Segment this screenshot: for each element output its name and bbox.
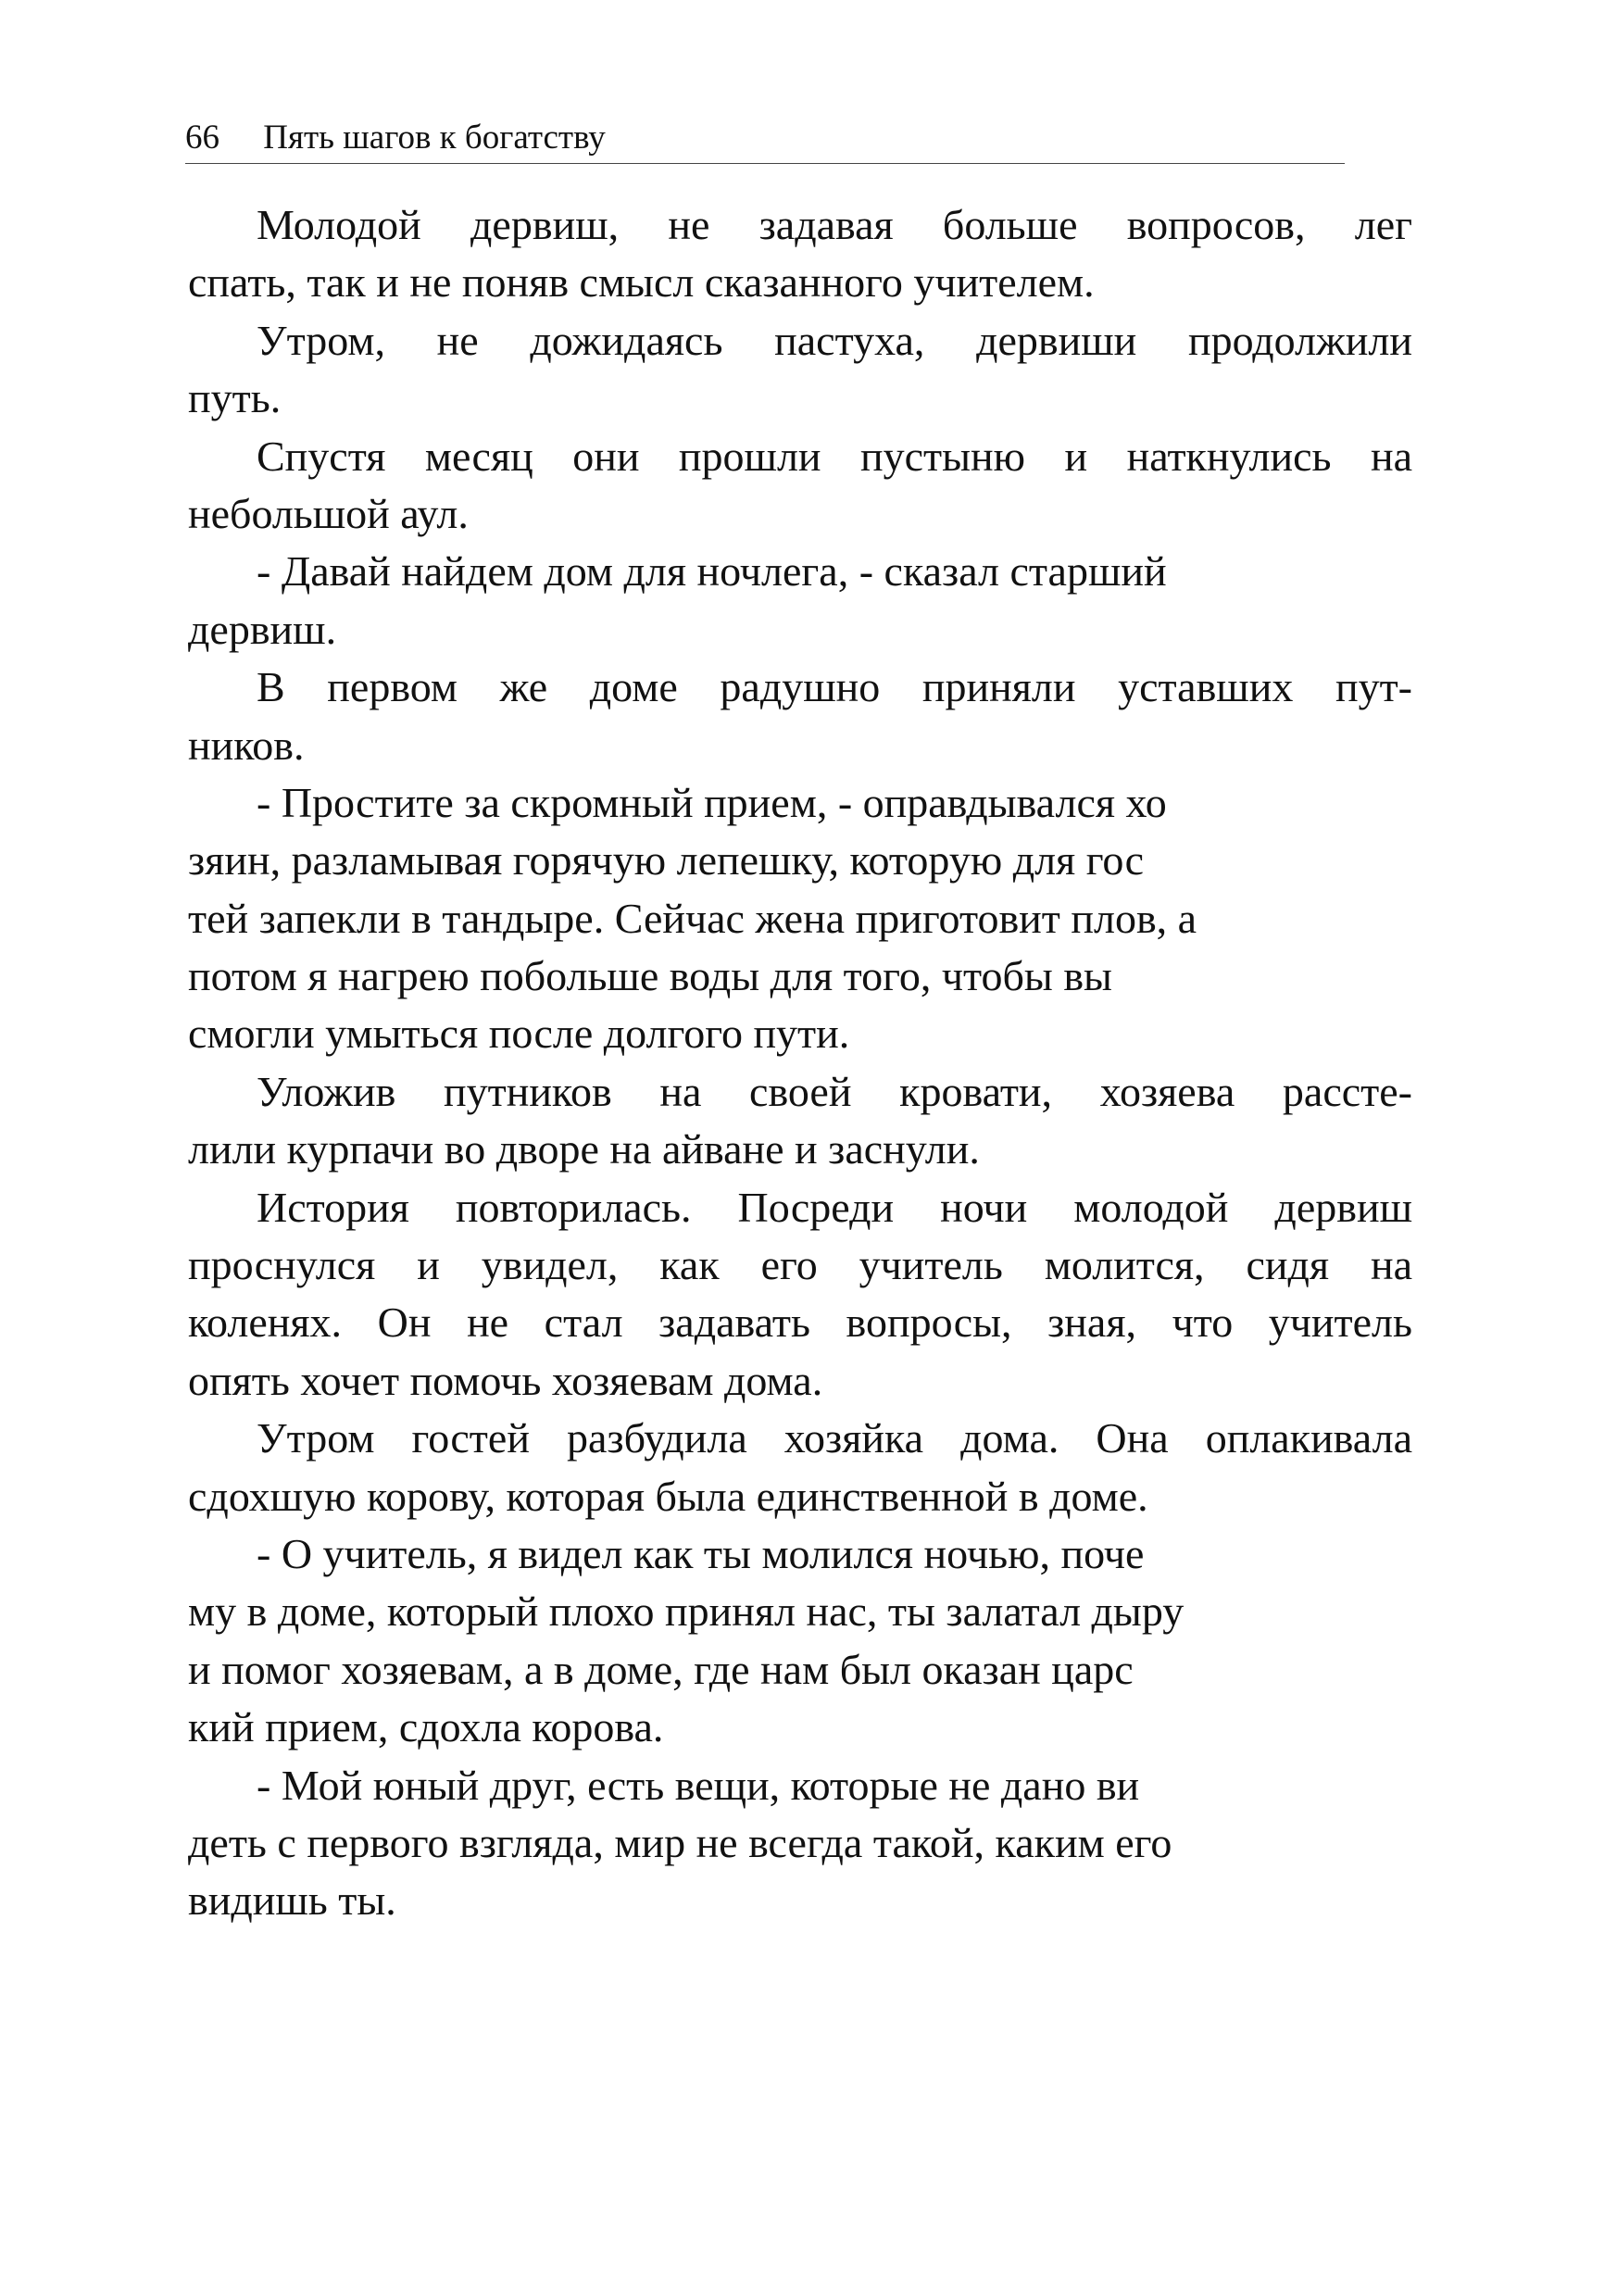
text-line: - Простите за скромный прием, - оправдывался хо [257, 778, 1167, 826]
text-line: Спустя месяц они прошли пустыню и наткнулись на [257, 432, 1412, 480]
running-header [185, 117, 1345, 164]
text-line: зяин, разламывая горячую лепешку, которую для гос [188, 836, 1144, 885]
text-line: - Давай найдем дом для ночлега, - сказал старший [257, 547, 1167, 596]
text-line: Уложив путников на своей кровати, хозяева рассте- [257, 1067, 1412, 1115]
text-line: кий прием, сдохла корова. [188, 1703, 664, 1751]
text-line: ников. [188, 721, 305, 769]
text-line: деть с первого взгляда, мир не всегда такой, каким его [188, 1818, 1172, 1866]
text-line: небольшой аул. [188, 489, 469, 537]
body-text [188, 196, 1412, 1930]
text-line: дервиш. [188, 605, 337, 653]
text-line: лили курпачи во дворе на айване и заснули. [188, 1125, 980, 1173]
text-line: коленях. Он не стал задавать вопросы, зная, что учитель [188, 1299, 1412, 1347]
text-line: спать, так и не поняв смысл сказанного учителем. [188, 258, 1095, 307]
text-line: Утром гостей разбудила хозяйка дома. Она оплакивала [257, 1414, 1412, 1462]
text-line: смогли умыться после долгого пути. [188, 1010, 850, 1058]
text-line: тей запекли в тандыре. Сейчас жена приготовит плов, а [188, 894, 1197, 942]
page-number: 66 [185, 119, 219, 157]
book-title: Пять шагов к богатству [263, 119, 606, 157]
text-line: - Мой юный друг, есть вещи, которые не дано ви [257, 1761, 1140, 1809]
text-line: История повторилась. Посреди ночи молодой дервиш [257, 1183, 1412, 1231]
text-line: му в доме, который плохо принял нас, ты залатал дыру [188, 1587, 1185, 1636]
text-line: сдохшую корову, которая была единственной в доме. [188, 1472, 1148, 1520]
text-line: потом я нагрею побольше воды для того, чтобы вы [188, 952, 1112, 1000]
text-line: В первом же доме радушно приняли уставших пут- [257, 663, 1412, 711]
text-line: путь. [188, 374, 282, 422]
text-line: и помог хозяевам, а в доме, где нам был оказан царс [188, 1645, 1134, 1693]
text-line: - О учитель, я видел как ты молился ночью, поче [257, 1529, 1145, 1577]
text-line: опять хочет помочь хозяевам дома. [188, 1356, 823, 1404]
text-line: видишь ты. [188, 1876, 396, 1925]
text-line: Молодой дервиш, не задавая больше вопросов, лег [257, 201, 1412, 248]
text-line: проснулся и увидел, как его учитель молится, сидя на [188, 1241, 1412, 1289]
text-line: Утром, не дожидаясь пастуха, дервиши продолжили [257, 316, 1412, 364]
